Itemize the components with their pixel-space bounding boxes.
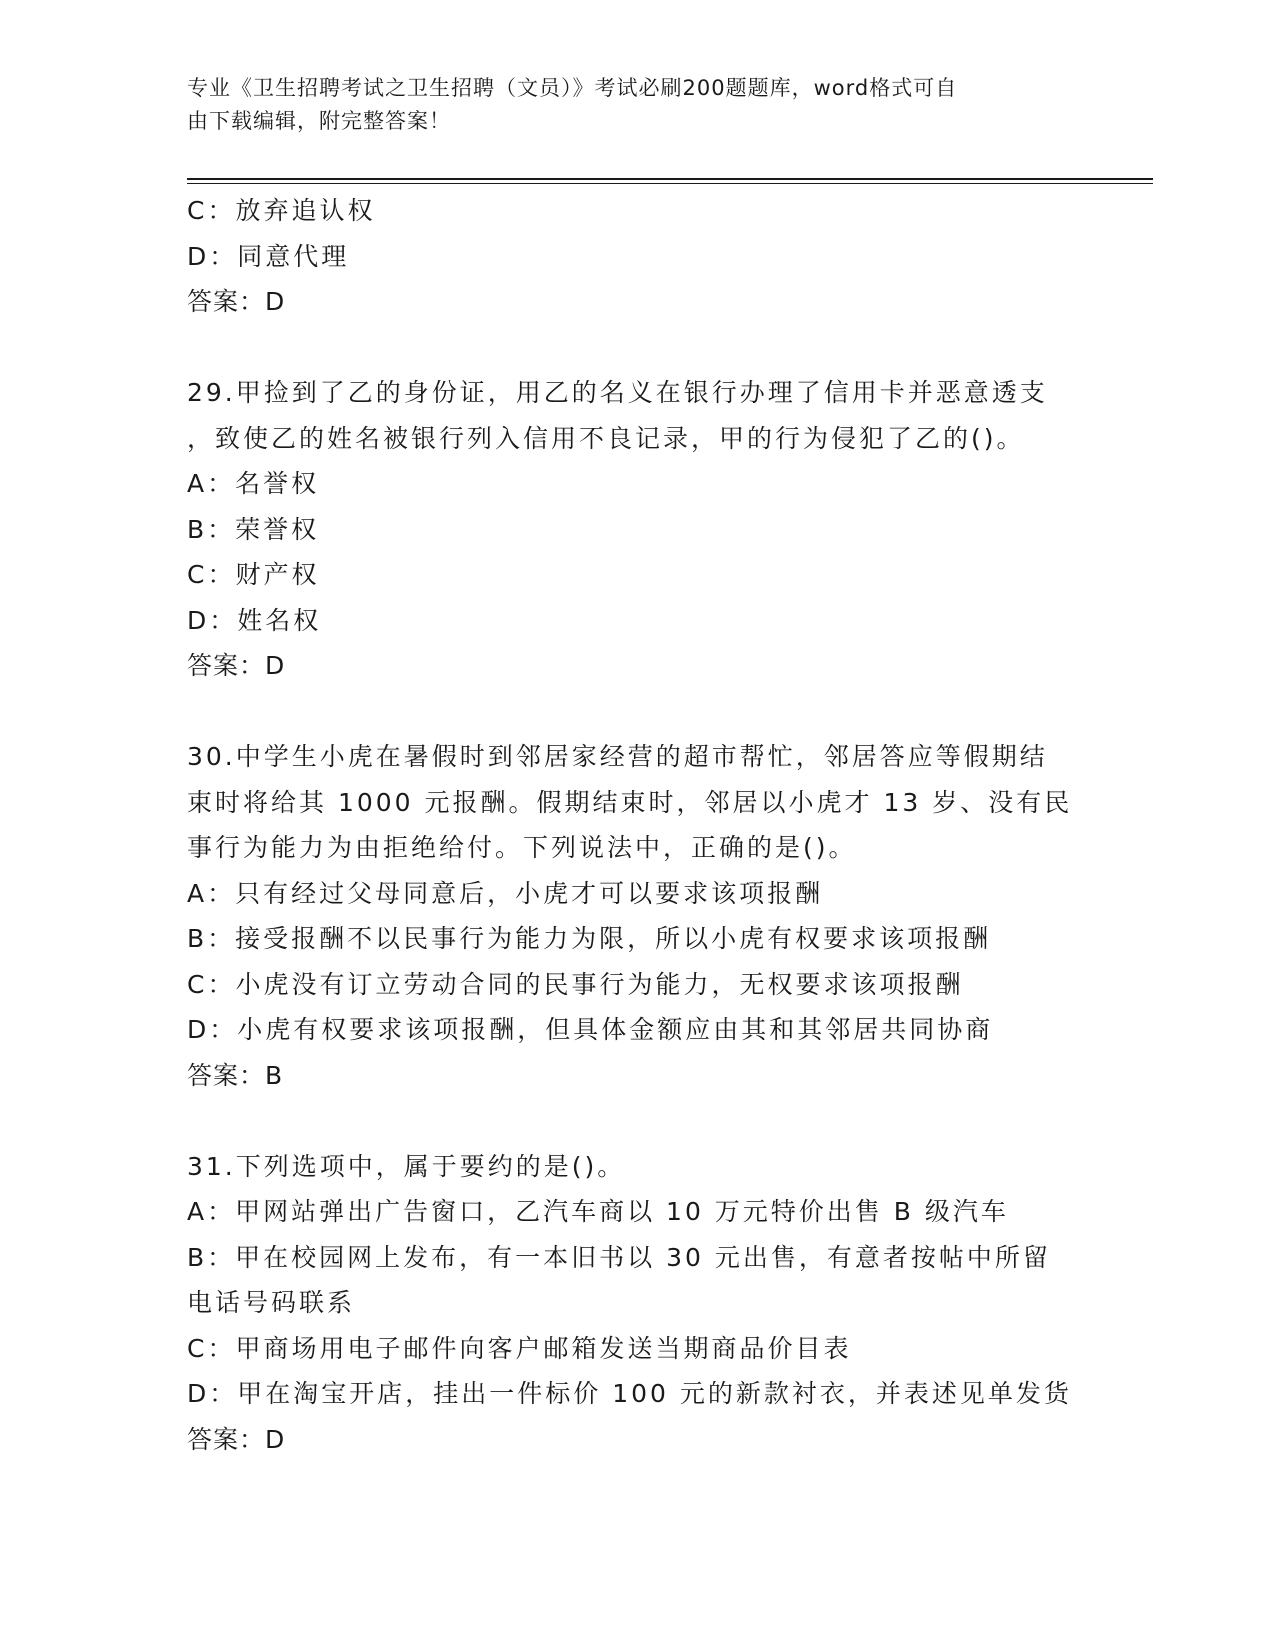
question-29 <box>187 370 1087 689</box>
spacer <box>187 1098 1087 1144</box>
q31-option-d: D：甲在淘宝开店，挂出一件标价 100 元的新款衬衣，并表述见单发货 <box>187 1379 1072 1408</box>
question-31 <box>187 1144 1087 1463</box>
q29-option-c: C：财产权 <box>187 560 320 589</box>
q29-stem-line-1: 29.甲捡到了乙的身份证，用乙的名义在银行办理了信用卡并恶意透支 <box>187 378 1048 407</box>
q30-option-c: C：小虎没有订立劳动合同的民事行为能力，无权要求该项报酬 <box>187 969 964 999</box>
q29-option-a: A：名誉权 <box>187 469 320 498</box>
q30-option-b: B：接受报酬不以民事行为能力为限，所以小虎有权要求该项报酬 <box>187 924 992 953</box>
header-rule-thin <box>187 183 1153 184</box>
prev-option-c: C：放弃追认权 <box>187 196 376 225</box>
header-rule-thick <box>187 178 1153 180</box>
q30-option-d: D：小虎有权要求该项报酬，但具体金额应由其和其邻居共同协商 <box>187 1015 994 1044</box>
question-30 <box>187 734 1087 1098</box>
spacer <box>187 689 1087 735</box>
q29-answer: 答案：D <box>187 651 286 680</box>
q30-answer: 答案：B <box>187 1060 284 1090</box>
header-line-1: 专业《卫生招聘考试之卫生招聘（文员）》考试必刷200题题库，word格式可自 <box>187 76 958 100</box>
q31-option-a: A：甲网站弹出广告窗口，乙汽车商以 10 万元特价出售 B 级汽车 <box>187 1197 1009 1226</box>
q31-option-c: C：甲商场用电子邮件向客户邮箱发送当期商品价目表 <box>187 1333 852 1363</box>
q30-option-a: A：只有经过父母同意后，小虎才可以要求该项报酬 <box>187 878 824 908</box>
q31-option-b-line-1: B：甲在校园网上发布，有一本旧书以 30 元出售，有意者按帖中所留 <box>187 1242 1051 1272</box>
q30-stem-line-3: 事行为能力为由拒绝给付。下列说法中，正确的是()。 <box>187 833 857 862</box>
header-line-2: 由下载编辑，附完整答案！ <box>187 109 451 133</box>
document-header <box>187 72 1067 138</box>
q29-stem-line-2: ，致使乙的姓名被银行列入信用不良记录，甲的行为侵犯了乙的()。 <box>187 423 1025 453</box>
q31-answer: 答案：D <box>187 1424 286 1454</box>
q30-stem-line-2: 束时将给其 1000 元报酬。假期结束时，邻居以小虎才 13 岁、没有民 <box>187 787 1073 817</box>
q29-option-b: B：荣誉权 <box>187 514 320 544</box>
prev-answer: 答案：D <box>187 287 286 316</box>
q31-stem-line-1: 31.下列选项中，属于要约的是()。 <box>187 1151 626 1181</box>
prev-option-d: D：同意代理 <box>187 241 350 271</box>
q30-stem-line-1: 30.中学生小虎在暑假时到邻居家经营的超市帮忙，邻居答应等假期结 <box>187 742 1048 771</box>
spacer <box>187 325 1087 371</box>
document-body <box>187 188 1087 1462</box>
q29-option-d: D：姓名权 <box>187 605 322 635</box>
q31-option-b-line-2: 电话号码联系 <box>187 1288 356 1317</box>
